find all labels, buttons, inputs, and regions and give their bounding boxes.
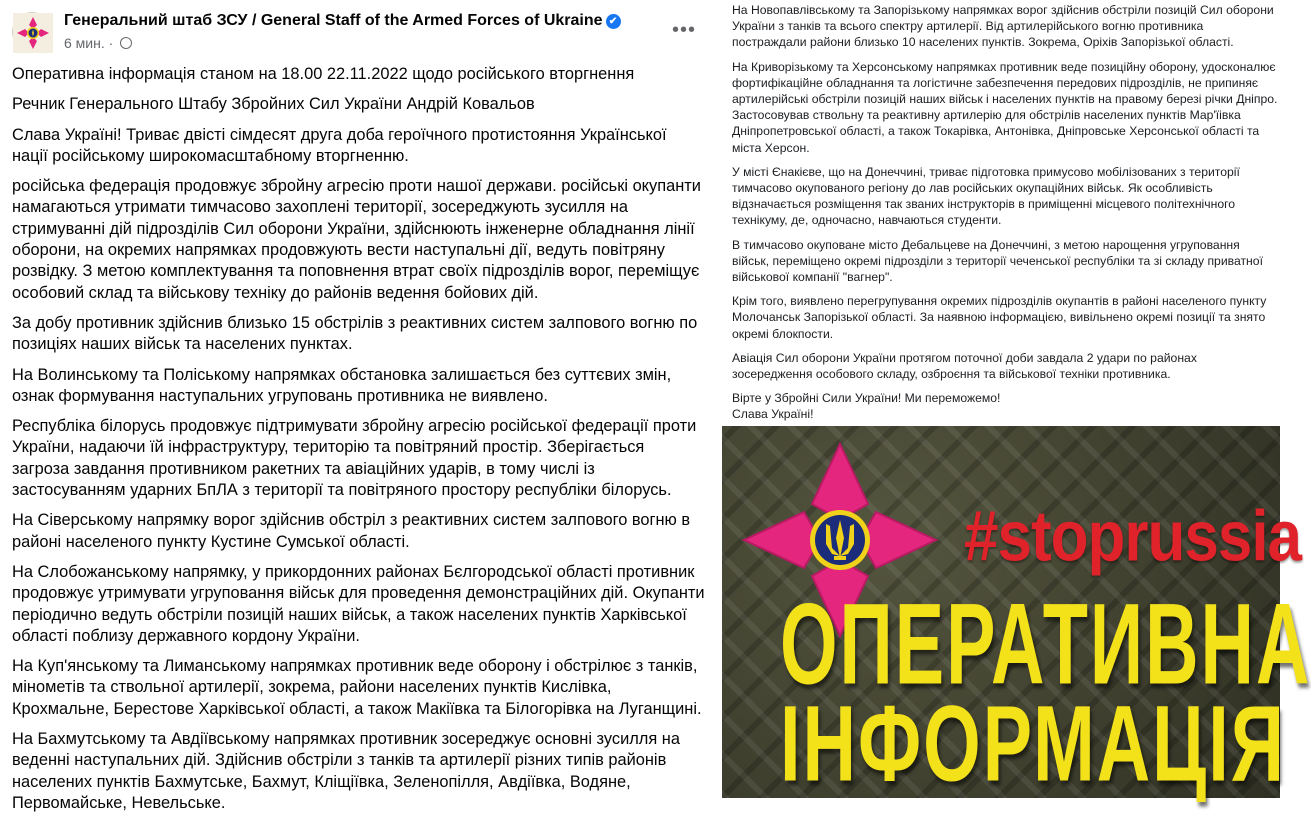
post-paragraph: Республіка білорусь продовжує підтримувати збройну агресію російської федерації проти України, надаючи їй інфраструктуру, територію та повітряний простір. Зберігається загроза завдання противником ракетних та авіаційних ударів, в тому числі із застосуванням ударних БпЛА з території та повітряного простору республіки білорусь.	[12, 417, 697, 500]
page-name[interactable]	[64, 12, 621, 30]
more-options-button[interactable]: •••	[671, 19, 696, 41]
post-time[interactable]: 6 мин.	[64, 35, 105, 51]
page-name-link[interactable]: Генеральний штаб ЗСУ / General Staff of the Armed Forces of Ukraine	[64, 12, 603, 29]
banner-title-line-1: ОПЕРАТИВНА	[780, 579, 1311, 709]
armed-forces-emblem-icon	[13, 13, 53, 53]
continuation-paragraph: Авіація Сил оборони України протягом поточної доби завдала 2 удари по районах зосередження особового складу, озброєння та військової техніки противника.	[732, 350, 1197, 382]
continuation-paragraph: На Криворізькому та Херсонському напрямках противник веде позиційну оборону, удосконалює фортифікаційне обладнання та логістичне забезпечення передових підрозділів, не припиняє артилерійські обстріли позицій наших військ і населених пунктів на правому березі річки Дніпро. Застосовував ствольну та реактивну артилерію для обстрілів населених пунктів Мар'їівка Дніпропетровської області, а також Токарівка, Антонівка, Дніпровське Херсонської області та міста Херсон.	[732, 59, 1278, 155]
post-paragraph: На Слобожанському напрямку, у прикордонних районах Бєлгородської області противник продовжує утримувати угруповання військ для проведення демонстраційних дій. Окупанти періодично ведуть обстріли позицій наших військ, а також населених пунктів Харківської області поблизу державного кордону України.	[12, 562, 705, 645]
post-paragraph: На Бахмутському та Авдіївському напрямках противник зосереджує основні зусилля на веденні наступальних дій. Здійснив обстріли з танків та артилерії різних типів районів населених пунктів Бахмутське, Бахмут, Кліщіївка, Зеленопілля, Авдіївка, Водяне, Первомайське, Невельське.	[12, 730, 680, 812]
post-paragraph: На Волинському та Поліському напрямках обстановка залишається без суттєвих змін, ознак формування наступальних угруповань противника не виявлено.	[12, 365, 672, 405]
closing-line: Вірте у Збройні Сили України! Ми переможемо!	[732, 391, 1001, 406]
page-avatar[interactable]	[12, 12, 52, 52]
public-globe-icon	[120, 37, 132, 49]
banner-title-line-2: ІНФОРМАЦІЯ	[780, 683, 1286, 804]
stoprussia-hashtag: #stoprussia	[964, 497, 1302, 577]
post-paragraph: Речник Генерального Штабу Збройних Сил України Андрій Ковальов	[12, 95, 535, 114]
post-paragraph: На Сіверському напрямку ворог здійснив обстріл з реактивних систем залпового вогню в районі населеного пункту Кустине Сумської області.	[12, 511, 691, 551]
meta-separator: ·	[108, 35, 114, 51]
continuation-paragraph: Крім того, виявлено перегрупування окремих підрозділів окупантів в районі населеного пункту Молочанськ Запорізької області. За наявною інформацією, вивільнено окремі позиції та знято окремі блокпости.	[732, 294, 1267, 341]
continuation-paragraph: У місті Єнакієве, що на Донеччині, триває підготовка примусово мобілізованих з території тимчасово окупованого регіону до лав російських окупаційних військ. Як особливість відзначається розміщення так званих інструкторів в приміщенні місцевого політехнічного технікуму, де, одночасно, навчаються студенти.	[732, 164, 1240, 228]
continuation-paragraph: На Новопавлівському та Запорізькому напрямках ворог здійснив обстріли позицій Сил оборони України з танків та всього спектру артилерії. Від артилерійського вогню противника постраждали райони близько 10 населених пунктів. Зокрема, Оріхів Запорізької області.	[732, 3, 1274, 50]
post-paragraph: російська федерація продовжує збройну агресію проти нашої держави. російські окупанти намагаються утримати тимчасово захоплені території, зосереджують зусилля на стримуванні дій підрозділів Сил оборони України, здійснюють інженерне обладнання лінії оборони, на окремих напрямках продовжують вести наступальні дії, ведуть повітряну розвідку. З метою комплектування та поповнення втрат своїх підрозділів ворог, переміщує особовий склад та військову техніку до районів ведення бойових дій.	[12, 177, 701, 302]
post-header	[12, 10, 702, 58]
post-paragraph: Слава Україні! Триває двісті сімдесят друга доба героїчного протистояння Української нації російському широкомасштабному вторгненню.	[12, 125, 667, 165]
continuation-paragraph: В тимчасово окуповане місто Дебальцеве на Донеччині, з метою нарощення угруповання військ, переміщено окремі підрозділи з території чеченської республіки та зі складу приватної військової компанії "вагнер".	[732, 237, 1263, 285]
operational-info-banner[interactable]	[722, 426, 1311, 804]
post-body	[12, 64, 706, 823]
post-paragraph: За добу противник здійснив близько 15 обстрілів з реактивних систем залпового вогню по позиціях наших військ та населених пунктах.	[12, 313, 698, 354]
post-meta	[64, 35, 132, 51]
continuation-text	[732, 2, 1278, 423]
verified-badge-icon: ✔	[606, 14, 621, 29]
closing-line: Слава Україні!	[732, 407, 814, 422]
post-paragraph: Оперативна інформація станом на 18.00 22.11.2022 щодо російського вторгнення	[12, 65, 635, 83]
panel-divider	[712, 0, 720, 798]
post-paragraph: На Куп'янському та Лиманському напрямках противник веде оборону і обстрілює з танків, мінометів та ствольної артилерії, зокрема, райони населених пунктів Кислівка, Крохмальне, Берестове Харківської області, а також Макіївка та Білогорівка на Луганщині.	[12, 657, 702, 718]
